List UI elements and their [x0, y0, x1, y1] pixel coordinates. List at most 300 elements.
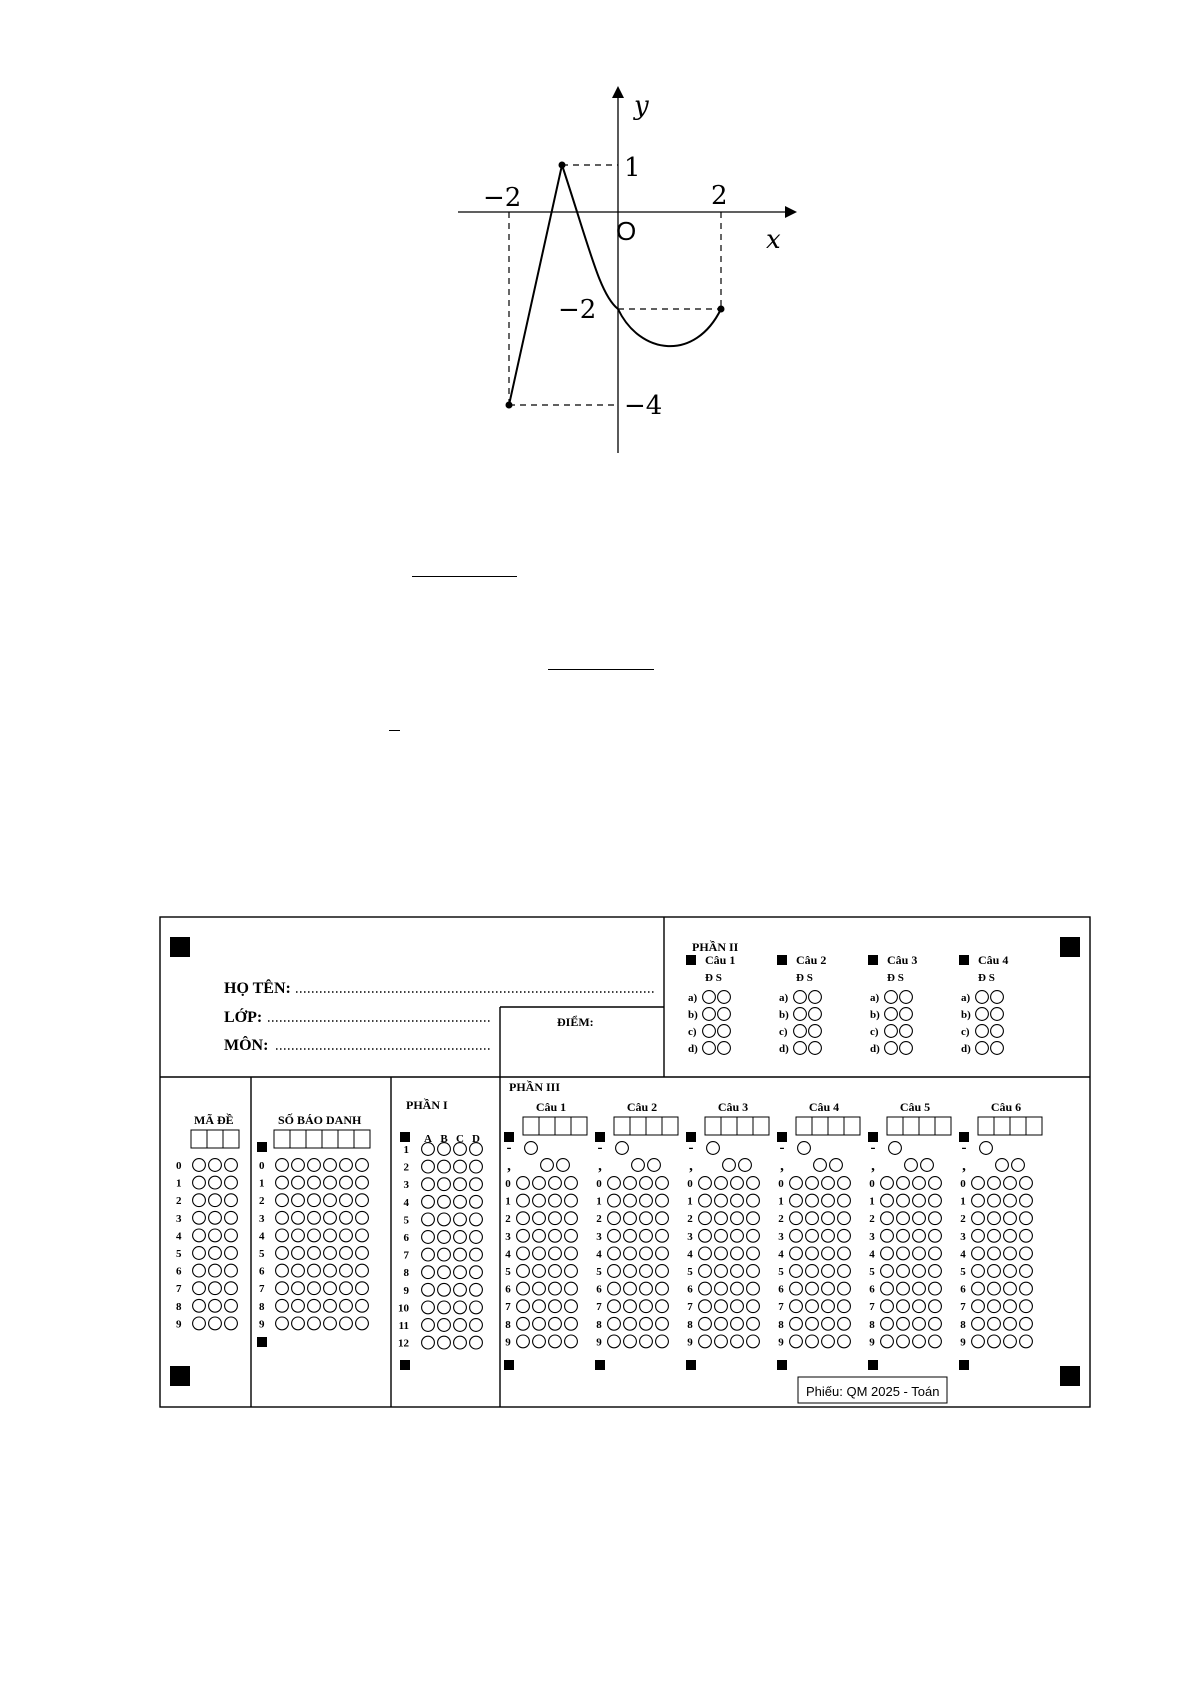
digit-bubble[interactable]	[790, 1229, 803, 1242]
ma-de-bubble[interactable]	[225, 1211, 238, 1224]
digit-bubble[interactable]	[699, 1335, 712, 1348]
digit-bubble[interactable]	[533, 1335, 546, 1348]
answer-bubble[interactable]	[885, 991, 898, 1004]
digit-bubble[interactable]	[972, 1335, 985, 1348]
part1-bubble[interactable]	[470, 1283, 483, 1296]
part3-answer-box[interactable]	[555, 1117, 571, 1135]
digit-bubble[interactable]	[790, 1300, 803, 1313]
digit-bubble[interactable]	[747, 1212, 760, 1225]
sbd-bubble[interactable]	[292, 1194, 305, 1207]
part3-answer-box[interactable]	[828, 1117, 844, 1135]
ma-de-bubble[interactable]	[209, 1229, 222, 1242]
sbd-bubble[interactable]	[308, 1211, 321, 1224]
ma-de-bubble[interactable]	[193, 1299, 206, 1312]
sbd-bubble[interactable]	[356, 1159, 369, 1172]
answer-bubble[interactable]	[794, 1008, 807, 1021]
part1-bubble[interactable]	[422, 1248, 435, 1261]
digit-bubble[interactable]	[1020, 1247, 1033, 1260]
digit-bubble[interactable]	[624, 1177, 637, 1190]
digit-bubble[interactable]	[1004, 1212, 1017, 1225]
ma-de-bubble[interactable]	[225, 1159, 238, 1172]
ma-de-bubble[interactable]	[209, 1211, 222, 1224]
sbd-bubble[interactable]	[308, 1194, 321, 1207]
sbd-bubble[interactable]	[308, 1317, 321, 1330]
part3-answer-box[interactable]	[796, 1117, 812, 1135]
comma-bubble[interactable]	[723, 1159, 736, 1172]
ma-de-bubble[interactable]	[209, 1264, 222, 1277]
sbd-bubble[interactable]	[340, 1176, 353, 1189]
digit-bubble[interactable]	[517, 1194, 530, 1207]
sbd-bubble[interactable]	[340, 1229, 353, 1242]
digit-bubble[interactable]	[565, 1317, 578, 1330]
digit-bubble[interactable]	[608, 1177, 621, 1190]
comma-bubble[interactable]	[739, 1159, 752, 1172]
digit-bubble[interactable]	[913, 1212, 926, 1225]
part3-answer-box[interactable]	[523, 1117, 539, 1135]
digit-bubble[interactable]	[988, 1229, 1001, 1242]
comma-bubble[interactable]	[814, 1159, 827, 1172]
ma-de-bubble[interactable]	[193, 1159, 206, 1172]
digit-bubble[interactable]	[972, 1282, 985, 1295]
digit-bubble[interactable]	[731, 1229, 744, 1242]
digit-bubble[interactable]	[988, 1317, 1001, 1330]
minus-bubble[interactable]	[798, 1142, 811, 1155]
answer-bubble[interactable]	[991, 1025, 1004, 1038]
digit-bubble[interactable]	[747, 1194, 760, 1207]
part3-answer-box[interactable]	[737, 1117, 753, 1135]
part1-bubble[interactable]	[470, 1195, 483, 1208]
digit-bubble[interactable]	[656, 1317, 669, 1330]
part1-bubble[interactable]	[470, 1178, 483, 1191]
digit-bubble[interactable]	[565, 1229, 578, 1242]
sbd-bubble[interactable]	[292, 1317, 305, 1330]
digit-bubble[interactable]	[565, 1335, 578, 1348]
digit-bubble[interactable]	[731, 1194, 744, 1207]
ma-de-bubble[interactable]	[225, 1194, 238, 1207]
answer-bubble[interactable]	[976, 991, 989, 1004]
ma-de-bubble[interactable]	[225, 1229, 238, 1242]
part3-answer-box[interactable]	[662, 1117, 678, 1135]
answer-bubble[interactable]	[718, 1008, 731, 1021]
sbd-bubble[interactable]	[356, 1264, 369, 1277]
digit-bubble[interactable]	[897, 1194, 910, 1207]
digit-bubble[interactable]	[565, 1265, 578, 1278]
digit-bubble[interactable]	[806, 1317, 819, 1330]
digit-bubble[interactable]	[897, 1212, 910, 1225]
digit-bubble[interactable]	[699, 1265, 712, 1278]
sbd-bubble[interactable]	[292, 1176, 305, 1189]
digit-bubble[interactable]	[929, 1212, 942, 1225]
digit-bubble[interactable]	[822, 1335, 835, 1348]
digit-bubble[interactable]	[1020, 1317, 1033, 1330]
digit-bubble[interactable]	[747, 1247, 760, 1260]
digit-bubble[interactable]	[656, 1300, 669, 1313]
digit-bubble[interactable]	[715, 1177, 728, 1190]
digit-bubble[interactable]	[640, 1212, 653, 1225]
digit-bubble[interactable]	[1020, 1282, 1033, 1295]
sbd-box[interactable]	[290, 1130, 306, 1148]
digit-bubble[interactable]	[608, 1194, 621, 1207]
digit-bubble[interactable]	[517, 1247, 530, 1260]
digit-bubble[interactable]	[640, 1177, 653, 1190]
ma-de-bubble[interactable]	[209, 1159, 222, 1172]
digit-bubble[interactable]	[806, 1335, 819, 1348]
digit-bubble[interactable]	[806, 1282, 819, 1295]
sbd-bubble[interactable]	[356, 1194, 369, 1207]
sbd-bubble[interactable]	[276, 1159, 289, 1172]
digit-bubble[interactable]	[790, 1177, 803, 1190]
digit-bubble[interactable]	[1004, 1247, 1017, 1260]
ma-de-bubble[interactable]	[225, 1264, 238, 1277]
part3-answer-box[interactable]	[630, 1117, 646, 1135]
digit-bubble[interactable]	[822, 1282, 835, 1295]
digit-bubble[interactable]	[624, 1247, 637, 1260]
digit-bubble[interactable]	[806, 1247, 819, 1260]
sbd-bubble[interactable]	[340, 1211, 353, 1224]
digit-bubble[interactable]	[731, 1247, 744, 1260]
digit-bubble[interactable]	[624, 1300, 637, 1313]
digit-bubble[interactable]	[608, 1282, 621, 1295]
sbd-bubble[interactable]	[308, 1264, 321, 1277]
digit-bubble[interactable]	[715, 1194, 728, 1207]
digit-bubble[interactable]	[822, 1229, 835, 1242]
digit-bubble[interactable]	[838, 1212, 851, 1225]
digit-bubble[interactable]	[715, 1265, 728, 1278]
digit-bubble[interactable]	[790, 1265, 803, 1278]
digit-bubble[interactable]	[790, 1282, 803, 1295]
digit-bubble[interactable]	[913, 1177, 926, 1190]
digit-bubble[interactable]	[1020, 1212, 1033, 1225]
sbd-bubble[interactable]	[292, 1282, 305, 1295]
digit-bubble[interactable]	[881, 1229, 894, 1242]
comma-bubble[interactable]	[921, 1159, 934, 1172]
part1-bubble[interactable]	[438, 1283, 451, 1296]
answer-bubble[interactable]	[885, 1025, 898, 1038]
digit-bubble[interactable]	[806, 1265, 819, 1278]
answer-bubble[interactable]	[885, 1042, 898, 1055]
digit-bubble[interactable]	[929, 1177, 942, 1190]
part1-bubble[interactable]	[470, 1213, 483, 1226]
answer-bubble[interactable]	[718, 1025, 731, 1038]
digit-bubble[interactable]	[1020, 1335, 1033, 1348]
digit-bubble[interactable]	[1020, 1300, 1033, 1313]
digit-bubble[interactable]	[565, 1194, 578, 1207]
digit-bubble[interactable]	[806, 1300, 819, 1313]
part1-bubble[interactable]	[454, 1231, 467, 1244]
comma-bubble[interactable]	[557, 1159, 570, 1172]
digit-bubble[interactable]	[838, 1282, 851, 1295]
digit-bubble[interactable]	[517, 1300, 530, 1313]
part3-answer-box[interactable]	[539, 1117, 555, 1135]
digit-bubble[interactable]	[731, 1300, 744, 1313]
digit-bubble[interactable]	[972, 1194, 985, 1207]
digit-bubble[interactable]	[715, 1247, 728, 1260]
sbd-bubble[interactable]	[292, 1299, 305, 1312]
digit-bubble[interactable]	[608, 1317, 621, 1330]
digit-bubble[interactable]	[533, 1317, 546, 1330]
ma-de-bubble[interactable]	[193, 1282, 206, 1295]
sbd-bubble[interactable]	[276, 1194, 289, 1207]
digit-bubble[interactable]	[1004, 1300, 1017, 1313]
part3-answer-box[interactable]	[903, 1117, 919, 1135]
sbd-bubble[interactable]	[356, 1299, 369, 1312]
digit-bubble[interactable]	[1004, 1229, 1017, 1242]
digit-bubble[interactable]	[533, 1282, 546, 1295]
ma-de-box[interactable]	[191, 1130, 207, 1148]
ma-de-bubble[interactable]	[225, 1282, 238, 1295]
part3-answer-box[interactable]	[614, 1117, 630, 1135]
ma-de-bubble[interactable]	[193, 1211, 206, 1224]
answer-bubble[interactable]	[794, 1025, 807, 1038]
digit-bubble[interactable]	[624, 1282, 637, 1295]
digit-bubble[interactable]	[790, 1317, 803, 1330]
digit-bubble[interactable]	[699, 1177, 712, 1190]
part3-answer-box[interactable]	[887, 1117, 903, 1135]
digit-bubble[interactable]	[822, 1300, 835, 1313]
digit-bubble[interactable]	[656, 1282, 669, 1295]
digit-bubble[interactable]	[731, 1177, 744, 1190]
answer-bubble[interactable]	[991, 1042, 1004, 1055]
sbd-bubble[interactable]	[324, 1229, 337, 1242]
part1-bubble[interactable]	[454, 1248, 467, 1261]
digit-bubble[interactable]	[624, 1194, 637, 1207]
digit-bubble[interactable]	[699, 1300, 712, 1313]
answer-bubble[interactable]	[976, 1042, 989, 1055]
digit-bubble[interactable]	[988, 1212, 1001, 1225]
sbd-bubble[interactable]	[276, 1282, 289, 1295]
sbd-bubble[interactable]	[324, 1176, 337, 1189]
part3-answer-box[interactable]	[994, 1117, 1010, 1135]
digit-bubble[interactable]	[533, 1300, 546, 1313]
digit-bubble[interactable]	[624, 1335, 637, 1348]
sbd-bubble[interactable]	[356, 1229, 369, 1242]
sbd-bubble[interactable]	[340, 1247, 353, 1260]
digit-bubble[interactable]	[897, 1247, 910, 1260]
part1-bubble[interactable]	[438, 1266, 451, 1279]
ma-de-box[interactable]	[207, 1130, 223, 1148]
sbd-box[interactable]	[322, 1130, 338, 1148]
part1-bubble[interactable]	[470, 1336, 483, 1349]
digit-bubble[interactable]	[929, 1335, 942, 1348]
digit-bubble[interactable]	[608, 1229, 621, 1242]
digit-bubble[interactable]	[640, 1317, 653, 1330]
digit-bubble[interactable]	[838, 1300, 851, 1313]
sbd-bubble[interactable]	[276, 1317, 289, 1330]
part3-answer-box[interactable]	[721, 1117, 737, 1135]
digit-bubble[interactable]	[806, 1212, 819, 1225]
ma-de-bubble[interactable]	[193, 1264, 206, 1277]
sbd-bubble[interactable]	[292, 1264, 305, 1277]
digit-bubble[interactable]	[1020, 1265, 1033, 1278]
sbd-bubble[interactable]	[308, 1229, 321, 1242]
digit-bubble[interactable]	[913, 1300, 926, 1313]
sbd-bubble[interactable]	[356, 1176, 369, 1189]
digit-bubble[interactable]	[533, 1212, 546, 1225]
digit-bubble[interactable]	[565, 1247, 578, 1260]
part1-bubble[interactable]	[422, 1301, 435, 1314]
digit-bubble[interactable]	[1004, 1335, 1017, 1348]
sbd-bubble[interactable]	[292, 1247, 305, 1260]
digit-bubble[interactable]	[929, 1194, 942, 1207]
digit-bubble[interactable]	[1004, 1282, 1017, 1295]
digit-bubble[interactable]	[838, 1247, 851, 1260]
sbd-box[interactable]	[354, 1130, 370, 1148]
digit-bubble[interactable]	[913, 1247, 926, 1260]
digit-bubble[interactable]	[608, 1335, 621, 1348]
digit-bubble[interactable]	[822, 1177, 835, 1190]
sbd-box[interactable]	[306, 1130, 322, 1148]
minus-bubble[interactable]	[616, 1142, 629, 1155]
part1-bubble[interactable]	[438, 1336, 451, 1349]
answer-bubble[interactable]	[991, 1008, 1004, 1021]
digit-bubble[interactable]	[881, 1177, 894, 1190]
digit-bubble[interactable]	[881, 1212, 894, 1225]
part1-bubble[interactable]	[454, 1301, 467, 1314]
digit-bubble[interactable]	[988, 1335, 1001, 1348]
comma-bubble[interactable]	[648, 1159, 661, 1172]
sbd-bubble[interactable]	[292, 1229, 305, 1242]
digit-bubble[interactable]	[838, 1265, 851, 1278]
digit-bubble[interactable]	[565, 1282, 578, 1295]
answer-bubble[interactable]	[900, 991, 913, 1004]
digit-bubble[interactable]	[565, 1177, 578, 1190]
digit-bubble[interactable]	[624, 1212, 637, 1225]
part1-bubble[interactable]	[438, 1231, 451, 1244]
part1-bubble[interactable]	[438, 1195, 451, 1208]
answer-bubble[interactable]	[794, 991, 807, 1004]
part1-bubble[interactable]	[438, 1213, 451, 1226]
sbd-bubble[interactable]	[292, 1211, 305, 1224]
digit-bubble[interactable]	[640, 1300, 653, 1313]
answer-bubble[interactable]	[809, 1008, 822, 1021]
digit-bubble[interactable]	[1004, 1177, 1017, 1190]
part3-answer-box[interactable]	[1010, 1117, 1026, 1135]
digit-bubble[interactable]	[881, 1300, 894, 1313]
part3-answer-box[interactable]	[705, 1117, 721, 1135]
digit-bubble[interactable]	[549, 1265, 562, 1278]
digit-bubble[interactable]	[988, 1247, 1001, 1260]
digit-bubble[interactable]	[549, 1177, 562, 1190]
digit-bubble[interactable]	[822, 1212, 835, 1225]
part3-answer-box[interactable]	[753, 1117, 769, 1135]
digit-bubble[interactable]	[972, 1212, 985, 1225]
digit-bubble[interactable]	[747, 1229, 760, 1242]
digit-bubble[interactable]	[624, 1265, 637, 1278]
part1-bubble[interactable]	[470, 1248, 483, 1261]
sbd-bubble[interactable]	[276, 1176, 289, 1189]
digit-bubble[interactable]	[747, 1300, 760, 1313]
part1-bubble[interactable]	[438, 1301, 451, 1314]
ma-de-bubble[interactable]	[225, 1176, 238, 1189]
answer-bubble[interactable]	[976, 1008, 989, 1021]
part3-answer-box[interactable]	[646, 1117, 662, 1135]
sbd-bubble[interactable]	[324, 1317, 337, 1330]
digit-bubble[interactable]	[972, 1229, 985, 1242]
digit-bubble[interactable]	[988, 1194, 1001, 1207]
sbd-bubble[interactable]	[324, 1299, 337, 1312]
digit-bubble[interactable]	[1020, 1194, 1033, 1207]
digit-bubble[interactable]	[656, 1229, 669, 1242]
part1-bubble[interactable]	[438, 1178, 451, 1191]
digit-bubble[interactable]	[929, 1300, 942, 1313]
digit-bubble[interactable]	[517, 1177, 530, 1190]
digit-bubble[interactable]	[881, 1247, 894, 1260]
comma-bubble[interactable]	[830, 1159, 843, 1172]
ma-de-box[interactable]	[223, 1130, 239, 1148]
part1-bubble[interactable]	[454, 1213, 467, 1226]
digit-bubble[interactable]	[731, 1265, 744, 1278]
digit-bubble[interactable]	[517, 1265, 530, 1278]
answer-bubble[interactable]	[703, 1042, 716, 1055]
part1-bubble[interactable]	[422, 1231, 435, 1244]
digit-bubble[interactable]	[929, 1282, 942, 1295]
digit-bubble[interactable]	[1020, 1229, 1033, 1242]
part3-answer-box[interactable]	[978, 1117, 994, 1135]
digit-bubble[interactable]	[1020, 1177, 1033, 1190]
part1-bubble[interactable]	[438, 1160, 451, 1173]
digit-bubble[interactable]	[549, 1282, 562, 1295]
sbd-bubble[interactable]	[308, 1247, 321, 1260]
part3-answer-box[interactable]	[812, 1117, 828, 1135]
digit-bubble[interactable]	[790, 1212, 803, 1225]
digit-bubble[interactable]	[715, 1212, 728, 1225]
digit-bubble[interactable]	[517, 1317, 530, 1330]
sbd-bubble[interactable]	[276, 1299, 289, 1312]
digit-bubble[interactable]	[549, 1317, 562, 1330]
sbd-bubble[interactable]	[308, 1176, 321, 1189]
digit-bubble[interactable]	[731, 1212, 744, 1225]
digit-bubble[interactable]	[699, 1247, 712, 1260]
digit-bubble[interactable]	[913, 1317, 926, 1330]
digit-bubble[interactable]	[929, 1265, 942, 1278]
digit-bubble[interactable]	[699, 1212, 712, 1225]
comma-bubble[interactable]	[632, 1159, 645, 1172]
sbd-bubble[interactable]	[276, 1211, 289, 1224]
sbd-bubble[interactable]	[276, 1264, 289, 1277]
digit-bubble[interactable]	[656, 1212, 669, 1225]
part1-bubble[interactable]	[454, 1178, 467, 1191]
digit-bubble[interactable]	[790, 1194, 803, 1207]
ma-de-bubble[interactable]	[209, 1299, 222, 1312]
sbd-bubble[interactable]	[324, 1264, 337, 1277]
digit-bubble[interactable]	[913, 1282, 926, 1295]
digit-bubble[interactable]	[838, 1335, 851, 1348]
sbd-bubble[interactable]	[308, 1159, 321, 1172]
answer-bubble[interactable]	[885, 1008, 898, 1021]
digit-bubble[interactable]	[549, 1300, 562, 1313]
ma-de-bubble[interactable]	[225, 1317, 238, 1330]
digit-bubble[interactable]	[838, 1177, 851, 1190]
digit-bubble[interactable]	[806, 1229, 819, 1242]
digit-bubble[interactable]	[565, 1300, 578, 1313]
ma-de-bubble[interactable]	[209, 1176, 222, 1189]
part1-bubble[interactable]	[438, 1248, 451, 1261]
digit-bubble[interactable]	[747, 1265, 760, 1278]
part3-answer-box[interactable]	[919, 1117, 935, 1135]
digit-bubble[interactable]	[972, 1247, 985, 1260]
digit-bubble[interactable]	[533, 1194, 546, 1207]
digit-bubble[interactable]	[533, 1177, 546, 1190]
digit-bubble[interactable]	[565, 1212, 578, 1225]
answer-bubble[interactable]	[794, 1042, 807, 1055]
digit-bubble[interactable]	[881, 1282, 894, 1295]
part1-bubble[interactable]	[470, 1231, 483, 1244]
digit-bubble[interactable]	[533, 1247, 546, 1260]
digit-bubble[interactable]	[640, 1229, 653, 1242]
digit-bubble[interactable]	[790, 1247, 803, 1260]
digit-bubble[interactable]	[822, 1247, 835, 1260]
digit-bubble[interactable]	[929, 1247, 942, 1260]
